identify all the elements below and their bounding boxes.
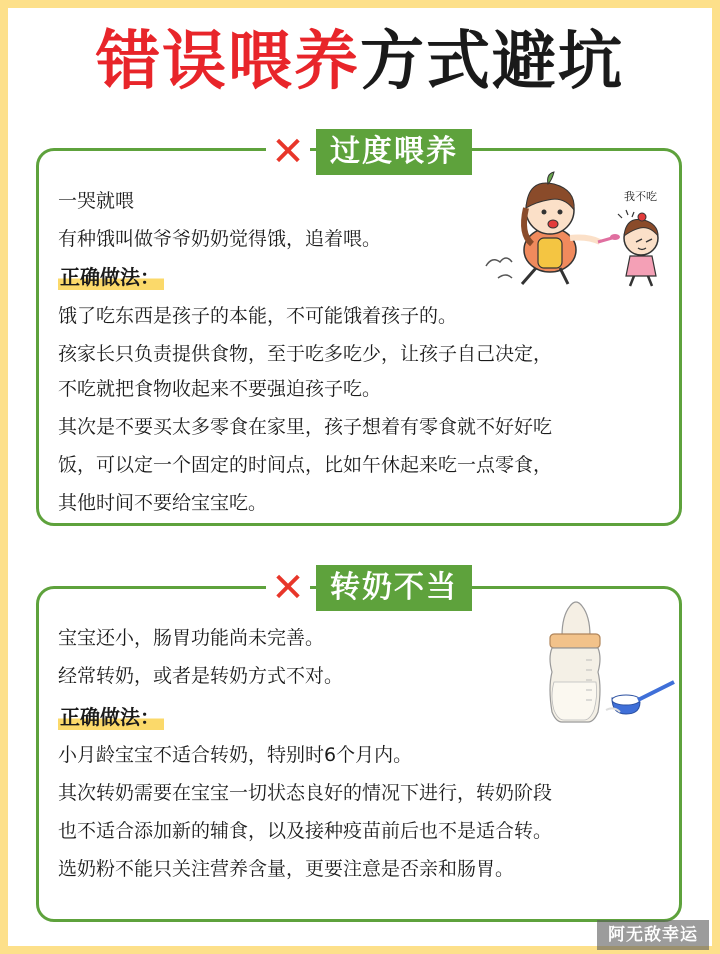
formula-body-line: 也不适合添加新的辅食，以及接种疫苗前后也不是适合转。 (58, 820, 553, 842)
formula-intro-line: 宝宝还小，肠胃功能尚未完善。 (58, 627, 325, 649)
overfeeding-body-line: 其次是不要买太多零食在家里，孩子想着有零食就不好好吃 (58, 416, 553, 438)
overfeeding-intro-line: 一哭就喂 (58, 190, 135, 212)
overfeeding-body-line: 饿了吃东西是孩子的本能，不可能饿着孩子的。 (58, 305, 458, 327)
overfeeding-body-line: 饭，可以定一个固定的时间点，比如午休起来吃一点零食， (58, 454, 553, 476)
overfeeding-body-line: 其他时间不要给宝宝吃。 (58, 492, 268, 514)
title-black-part: 方式避坑 (360, 25, 624, 99)
cross-icon: ✕ (266, 130, 310, 174)
page-title (0, 22, 720, 102)
formula-intro-line: 经常转奶，或者是转奶方式不对。 (58, 665, 344, 687)
overfeeding-tag (266, 130, 472, 174)
title-red-part: 错误喂养 (96, 25, 360, 99)
formula-correct-heading: 正确做法： (58, 704, 164, 730)
speech-text: 我不吃 (624, 190, 657, 203)
overfeeding-correct-heading: 正确做法： (58, 264, 164, 290)
overfeeding-tag-label: 过度喂养 (316, 129, 472, 175)
overfeeding-body-line: 孩家长只负责提供食物，至于吃多吃少，让孩子自己决定， (58, 343, 553, 365)
overfeeding-intro-line: 有种饿叫做爷爷奶奶觉得饿，追着喂。 (58, 228, 382, 250)
watermark: 阿无敌幸运 (597, 920, 709, 950)
formula-switch-tag (266, 566, 472, 610)
formula-body-line: 其次转奶需要在宝宝一切状态良好的情况下进行，转奶阶段 (58, 782, 553, 804)
overfeeding-body-line: 不吃就把食物收起来不要强迫孩子吃。 (58, 378, 382, 400)
formula-body-line: 选奶粉不能只关注营养含量，更要注意是否亲和肠胃。 (58, 858, 515, 880)
baby-bottle-illustration (536, 598, 678, 728)
chasing-feeding-illustration (478, 168, 678, 293)
formula-body-line: 小月龄宝宝不适合转奶，特别时6个月内。 (58, 744, 413, 766)
formula-switch-tag-label: 转奶不当 (316, 565, 472, 611)
cross-icon: ✕ (266, 566, 310, 610)
